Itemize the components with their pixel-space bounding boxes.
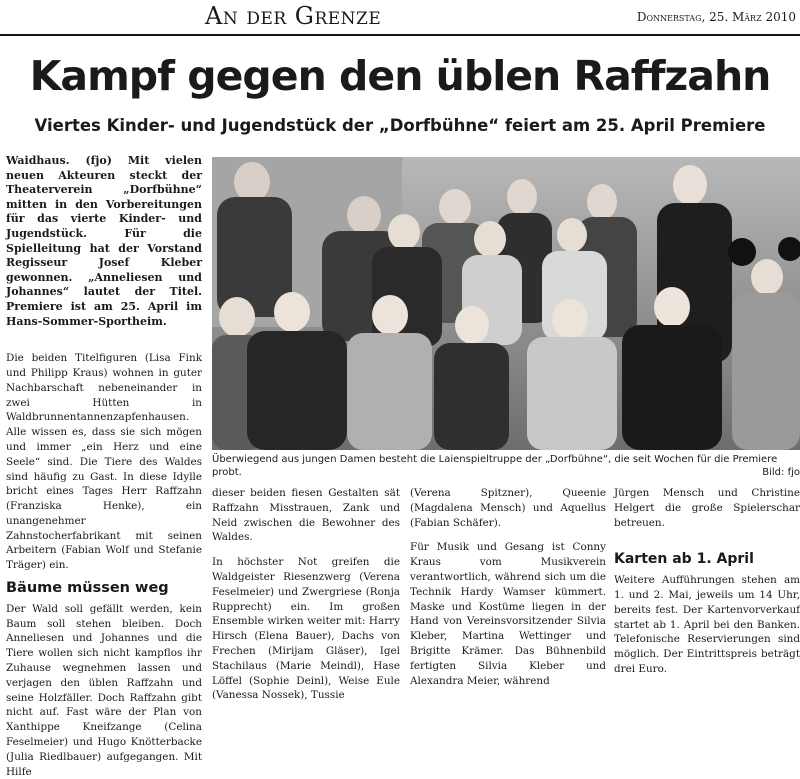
article-lead: Waidhaus. (fjo) Mit vielen neuen Akteuren steckt der Theaterverein „Dorfbühne“ mitten in den Vorbereitungen für das vierte Kinder- und Jugendstück. Für die Spielleitung hat der Vorstand Regisseur Josef Kleber gewonnen. „Anneliesen und Johannes“ lautet der Titel. Premiere ist am 25. April im Hans-Sommer-Sportheim.: [6, 154, 202, 328]
group-photo: [212, 157, 800, 450]
photo-caption: [212, 453, 800, 479]
article-paragraph: Die beiden Titelfiguren (Lisa Fink und Philipp Kraus) wohnen in guter Nachbarschaft nebeneinander in zwei Hütten in Waldbrunnentannenzapfenhausen. Alle wissen es, dass sie sich mögen und immer „ein Herz und eine Seele“ sind. Die Tiere des Waldes sind häufig zu Gast. In diese Idylle bricht eines Tages Herr Raffzahn (Franziska Henke), ein unangenehmer Zahnstocherfabrikant mit seinen Arbeitern (Fabian Wolf und Stefanie Träger) ein.: [6, 352, 202, 572]
article-subheadline: Viertes Kinder- und Jugendstück der „Dorfbühne“ feiert am 25. April Premiere: [34, 116, 766, 135]
article-paragraph: Jürgen Mensch und Christine Helgert die große Spielerschar betreuen.: [614, 487, 800, 529]
issue-date: Donnerstag, 25. März 2010: [636, 10, 796, 24]
article-column-4: [614, 486, 800, 677]
article-column-2: [212, 486, 400, 703]
header-rule: [0, 34, 800, 36]
section-name: An der Grenze: [205, 2, 382, 30]
article-paragraph: In höchster Not greifen die Waldgeister Riesenzwerg (Verena Feselmeier) und Zwergriese (Ronja Rupprecht) ein. Im großen Ensemble wirken weiter mit: Harry Hirsch (Elena Bauer), Dachs von Frechen (Mirijam Gläser), Igel Stachilaus (Marie Meindl), Hase Löffel (Sophie Deinl), Weise Eule (Vanessa Nossek), Tussie: [212, 556, 400, 702]
article-subhead: Karten ab 1. April: [614, 551, 754, 568]
article-paragraph: dieser beiden fiesen Gestalten sät Raffzahn Misstrauen, Zank und Neid zwischen die Bewohner des Waldes.: [212, 487, 400, 544]
article-column-3: [410, 486, 606, 688]
article-paragraph: Der Wald soll gefällt werden, kein Baum soll stehen bleiben. Doch Anneliesen und Johannes und die Tiere wollen sich nicht kampflos ihr Zuhause wegnehmen lassen und verjagen den üblen Raffzahn und seine Holzfäller. Doch Raffzahn gibt nicht auf. Fast wäre der Plan von Xanthippe Kneifzange (Celina Feselmeier) und Hugo Knötterbacke (Julia Riedlbauer) aufgegangen. Mit Hilfe: [6, 602, 202, 778]
article-column-1: [6, 154, 202, 779]
article-paragraph: (Verena Spitzner), Queenie (Magdalena Mensch) und Aquellus (Fabian Schäfer).: [410, 487, 606, 529]
article-headline: Kampf gegen den üblen Raffzahn: [29, 52, 771, 100]
page-header: [0, 0, 800, 36]
article-paragraph: Weitere Aufführungen stehen am 1. und 2. Mai, jeweils um 14 Uhr, bereits fest. Der Kartenvorverkauf startet ab 1. April bei den Banken. Telefonische Reservierungen sind möglich. Der Eintrittspreis beträgt drei Euro.: [614, 574, 800, 675]
article-paragraph: Für Musik und Gesang ist Conny Kraus vom Musikverein verantwortlich, während sich um die Technik Hardy Wamser kümmert. Maske und Kostüme liegen in der Hand von Vereinsvorsitzender Silvia Kleber, Martina Wettinger und Brigitte Krämer. Das Bühnenbild fertigten Silvia Kleber und Alexandra Meier, während: [410, 541, 606, 687]
photo-credit: Bild: fjo: [762, 467, 800, 478]
article-subhead: Bäume müssen weg: [6, 580, 169, 597]
photo-caption-text: Überwiegend aus jungen Damen besteht die Laienspieltruppe der „Dorfbühne“, die seit Wochen für die Premiere probt.: [212, 454, 778, 478]
